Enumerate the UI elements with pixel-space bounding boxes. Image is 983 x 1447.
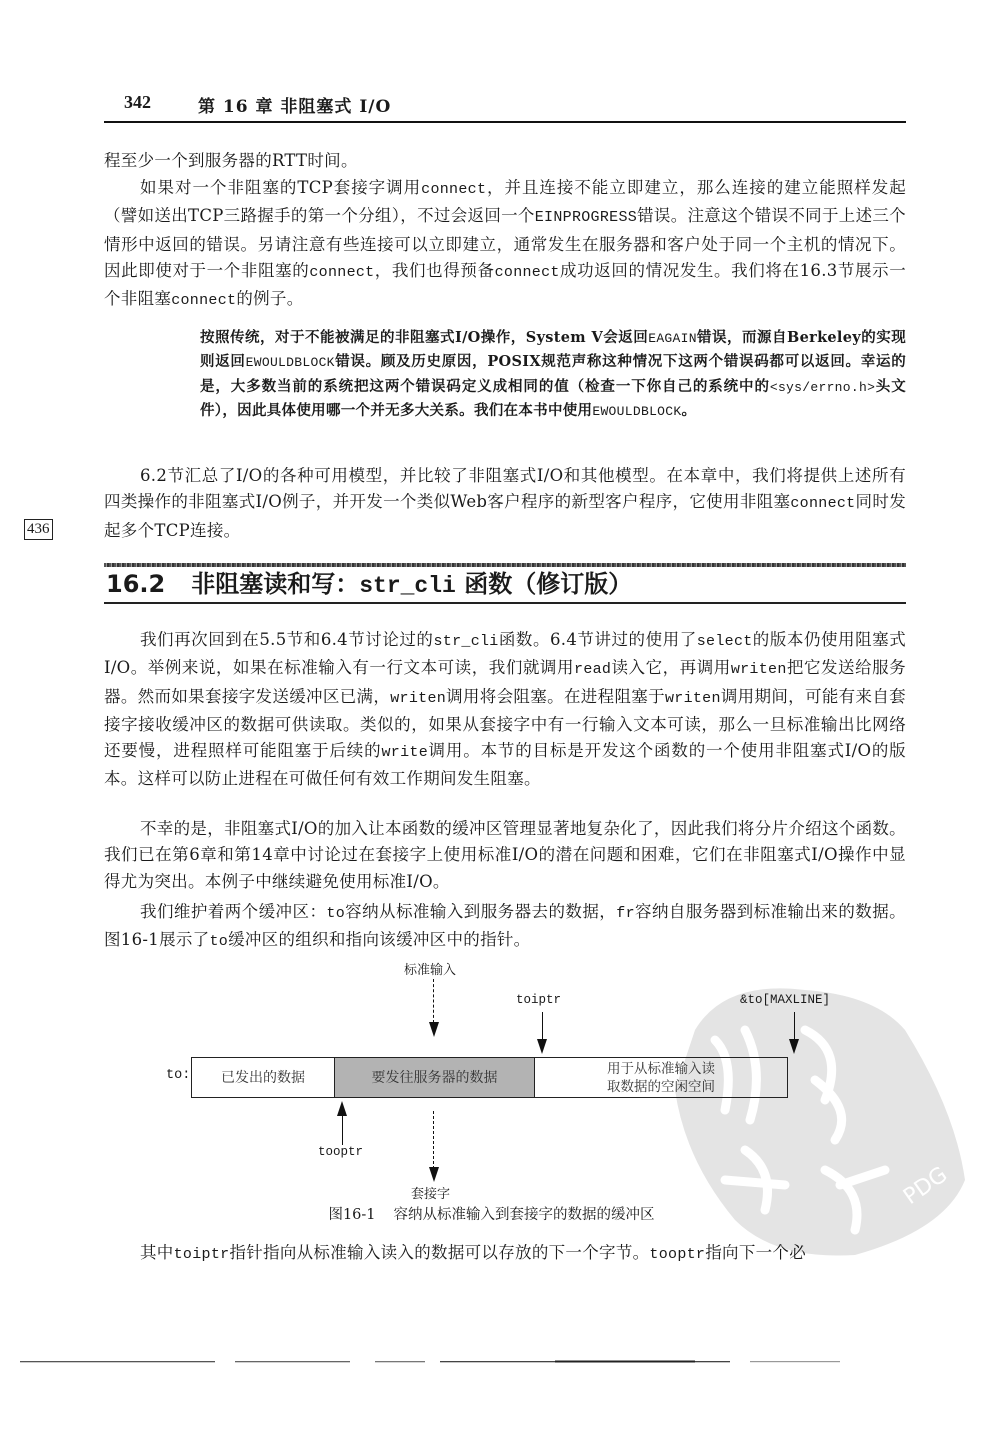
text-run: 错误。顾及历史原因，POSIX规范声称这种情况下这两个错误码都可以返回。幸运的是，大多数当前的系统把这两个错误码定义成相同的值（检查一下你自己的系统中的 [200,353,906,395]
toiptr-arrow-icon [537,1039,547,1054]
header-rule [104,121,906,123]
text-run: 我们维护着两个缓冲区： [140,902,327,921]
paragraph-buffer-mgmt: 不幸的是，非阻塞式I/O的加入让本函数的缓冲区管理显著地复杂化了，因此我们将分片介绍这个函数。我们已在第6章和第14章中讨论过在套接字上使用标准I/O的潜在问题和困难，它们在非阻塞式I/O操作中显得尤为突出。本例子中继续避免使用标准I/O。 [104,819,906,891]
maxline-line [794,1012,795,1040]
inline-code: toiptr [173,1246,230,1263]
text-run: 。 [681,401,697,419]
inline-code: to [209,933,229,951]
paragraph-two-buffers [104,899,906,956]
note-paragraph [200,326,906,423]
paragraph-overview [104,463,906,544]
paragraph-connect [104,175,906,314]
tooptr-line [342,1115,343,1145]
text-run: 错误，而源自Berkeley的实现则返回 [200,329,906,371]
socket-arrow-icon [429,1167,439,1182]
paragraph-continuation: 程至少一个到服务器的RTT时间。 [104,151,358,170]
text-run: 错误。注意这个错误不同于上述三个情形中返回的错误。另请注意有些连接可以立即建立，通常发生在服务器和客户处于同一个主机的情况下。因此即使对于一个非阻塞的 [104,206,906,280]
inline-code: writen [390,689,447,707]
text-run: 的版本仍使用阻塞式I/O。举例来说，如果在标准输入有一行文本可读，我们就调用 [104,630,907,678]
inline-code: writen [730,661,787,679]
inline-code: tooptr [649,1246,706,1263]
text-run: 调用将会阻塞。在进程阻塞于 [446,686,665,706]
text-run: 指针指向从标准输入读入的数据可以存放的下一个字节。 [229,1243,650,1262]
inline-code: connect [494,263,560,281]
text-run: 同时发起多个TCP连接。 [104,492,906,540]
text-run: ，并且连接不能立即建立，那么连接的建立能照样发起（譬如送出TCP三路握手的第一个分组），不过会返回一个 [104,178,906,226]
inline-code: connect [309,263,375,281]
text-run: 按照传统，对于不能被满足的非阻塞式I/O操作，System V会返回 [200,329,649,346]
section-heading [104,567,906,601]
section-title-code: str_cli [359,573,456,599]
text-run: 调用期间，可能有来自套接字接收缓冲区的数据可供读取。类似的，如果从套接字中有一行输入文本可读，那么一旦标准输出比网络还要慢，进程照样可能阻塞于后续的 [104,686,906,761]
segment-pending-data: 要发往服务器的数据 [334,1057,535,1098]
text-run: 把它发送给服务器。然而如果套接字发送缓冲区已满， [104,658,906,706]
maxline-label: &to[MAXLINE] [740,993,831,1007]
figure-16-1 [0,955,983,1225]
margin-page-marker: 436 [24,519,53,540]
socket-dashed-line [433,1111,434,1169]
inline-code: connect [790,495,856,513]
tooptr-label: tooptr [318,1145,364,1159]
section-number: 16.2 [106,570,166,598]
section-bottom-rule [104,602,906,604]
paragraph-pointers [104,1240,906,1268]
stdin-label: 标准输入 [404,963,457,978]
chapter-title: 第 16 章 非阻塞式 I/O [198,97,392,117]
inline-code: EWOULDBLOCK [245,355,335,371]
inline-code: connect [171,292,237,310]
text-run: 容纳自服务器到标准输出来的数据。图16-1展示了 [104,902,906,950]
segment-free-space: 用于从标准输入读 取数据的空闲空间 [534,1057,788,1098]
inline-code: connect [421,181,487,198]
stdin-arrow-icon [429,1022,439,1037]
toiptr-label: toiptr [516,993,562,1007]
section-title-suffix: 函数（修订版） [455,570,633,598]
inline-code: <sys/errno.h> [769,379,876,395]
inline-code: write [381,744,429,762]
text-run: 缓冲区的组织和指向该缓冲区中的指针。 [228,930,531,950]
inline-code: EINPROGRESS [534,209,638,227]
inline-code: str_cli [433,633,499,650]
text-run: 的例子。 [236,289,304,309]
figure-caption [0,1203,983,1224]
socket-label: 套接字 [411,1187,451,1202]
figure-caption-text: 容纳从标准输入到套接字的数据的缓冲区 [393,1207,655,1223]
inline-code: EAGAIN [648,331,697,346]
segment-sent-data: 已发出的数据 [191,1057,335,1098]
inline-code: fr [616,905,635,922]
text-run: 读入它，再调用 [611,658,731,678]
text-run: ，我们也得预备 [374,260,495,280]
figure-number: 图16-1 [328,1207,376,1223]
maxline-arrow-icon [789,1039,799,1054]
paragraph-str-cli [104,627,906,793]
stdin-dashed-line [433,979,434,1023]
text-run: 其中 [140,1243,174,1262]
text-run: 如果对一个非阻塞的TCP套接字调用 [140,178,422,197]
tooptr-arrow-icon [337,1101,347,1116]
text-run: 指向下一个必 [705,1243,807,1262]
inline-code: read [574,661,612,679]
toiptr-line [542,1012,543,1040]
running-header [104,92,906,122]
watermark-text: PDG [899,1162,953,1210]
inline-code: writen [664,689,721,707]
scan-artifact-line [10,1360,970,1363]
inline-code: select [696,633,753,650]
inline-code: to [326,905,345,922]
text-run: 容纳从标准输入到服务器去的数据， [345,902,617,921]
text-run: 函数。6.4节讲过的使用了 [498,630,697,649]
page-number: 342 [124,92,151,112]
text-run: 我们再次回到在5.5节和6.4节讨论过的 [140,630,434,649]
inline-code: EWOULDBLOCK [592,403,682,419]
text-run: 调用。本节的目标是开发这个函数的一个使用非阻塞式I/O的版本。这样可以防止进程在可做任何有效工作期间发生阻塞。 [104,741,906,789]
buffer-name: to: [166,1068,191,1083]
section-title-prefix: 非阻塞读和写： [191,570,360,598]
text-run: 6.2节汇总了I/O的各种可用模型，并比较了非阻塞式I/O和其他模型。在本章中，我们将提供上述所有四类操作的非阻塞式I/O例子，并开发一个类似Web客户程序的新型客户程序，它使用非阻塞 [104,466,906,512]
text-run: 成功返回的情况发生。我们将在16.3节展示一个非阻塞 [104,260,906,309]
text-run: 头文件），因此具体使用哪一个并无多大关系。我们在本书中使用 [200,377,906,419]
